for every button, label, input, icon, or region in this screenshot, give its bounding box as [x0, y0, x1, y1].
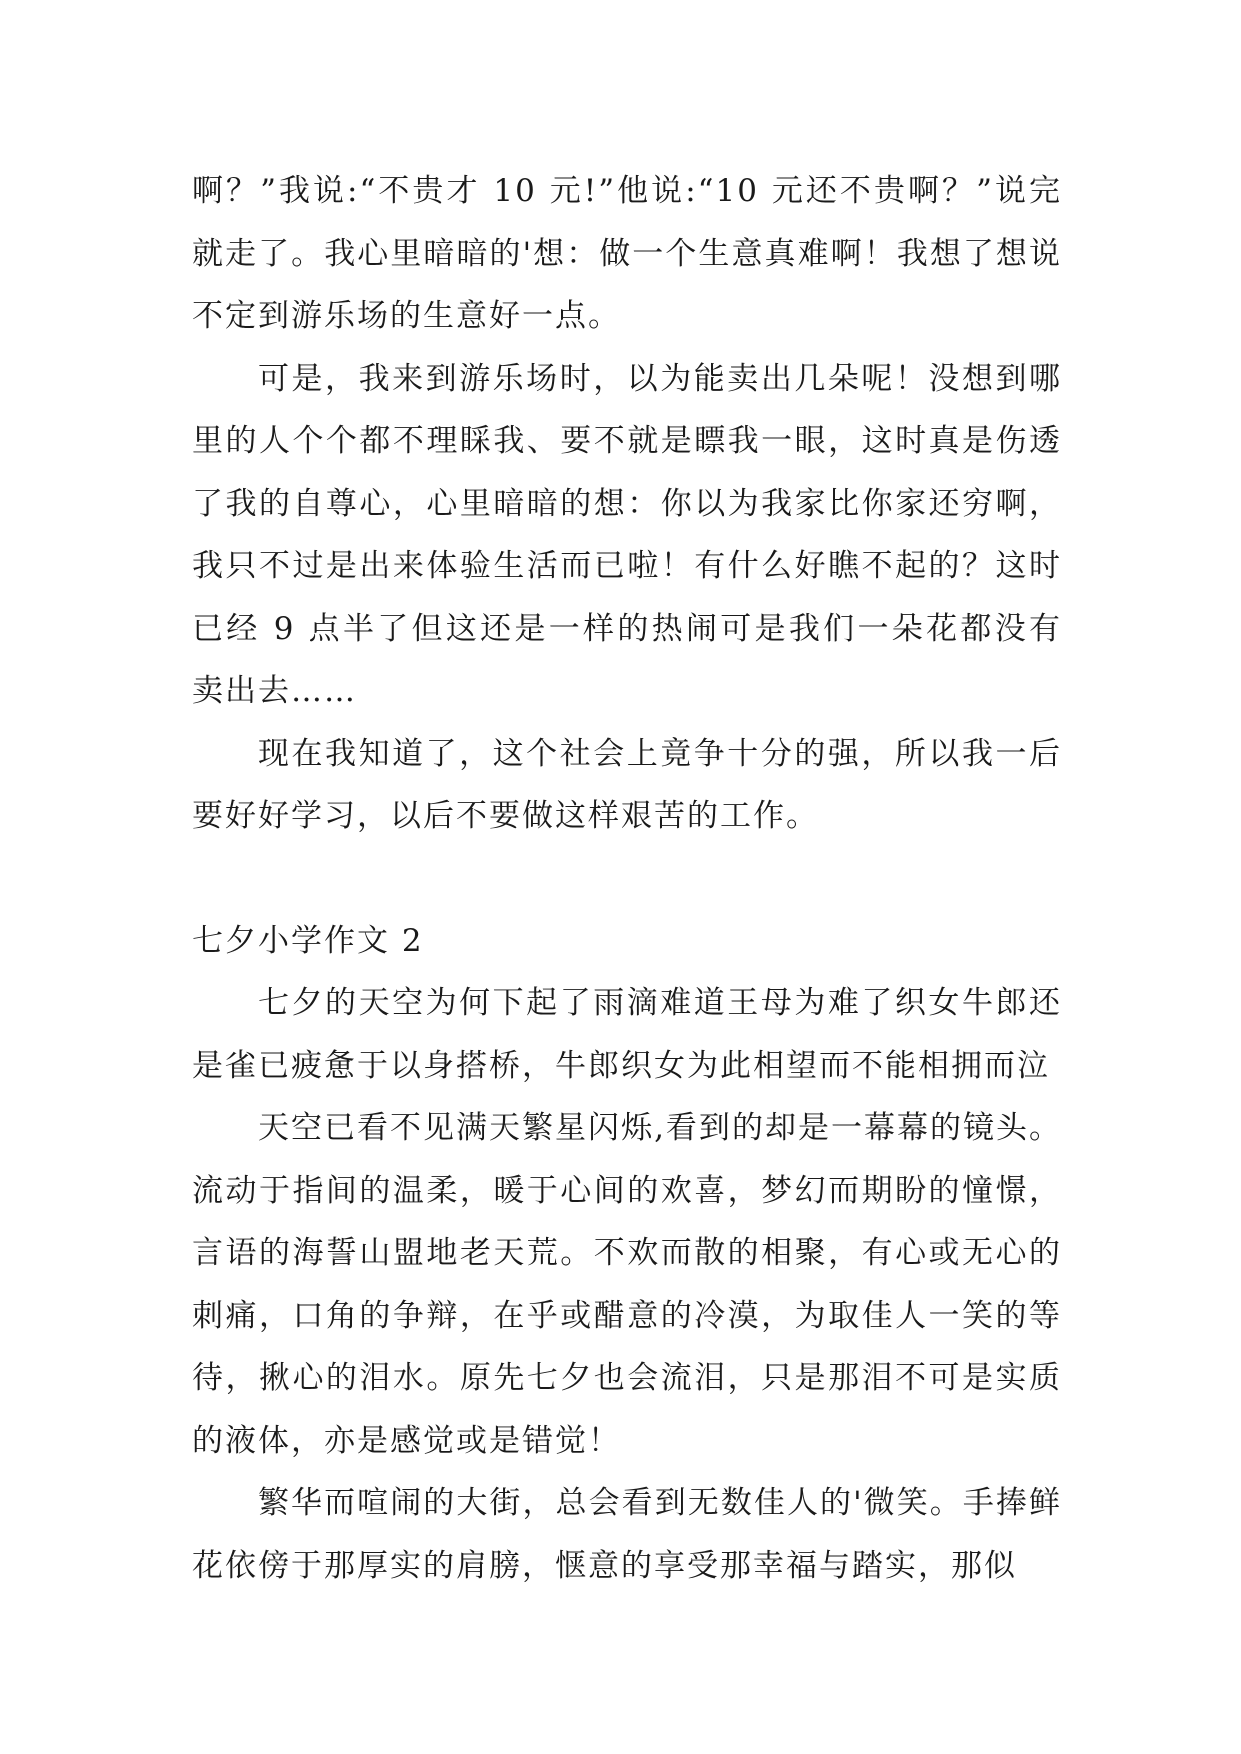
- paragraph-conclusion: 现在我知道了，这个社会上竟争十分的强，所以我一后要好好学习，以后不要做这样艰苦的工作。: [192, 735, 1062, 834]
- paragraph-scenes: 天空已看不见满天繁星闪烁,看到的却是一幕幕的镜头。流动于指间的温柔，暖于心间的欢喜，梦幻而期盼的憧憬，言语的海誓山盟地老天荒。不欢而散的相聚，有心或无心的刺痛，口角的争辩，在乎或醋意的冷漠，为取佳人一笑的等待，揪心的泪水。原先七夕也会流泪，只是那泪不可是实质的液体，亦是感觉或是错觉！: [192, 1110, 1062, 1459]
- continued-paragraph: 啊？”我说:“不贵才 10 元!”他说:“10 元还不贵啊？”说完就走了。我心里暗暗的'想：做一个生意真难啊！我想了想说不定到游乐场的生意好一点。: [192, 173, 1062, 334]
- document-body: [192, 160, 1062, 1597]
- paragraph-qixi-sky: 七夕的天空为何下起了雨滴难道王母为难了织女牛郎还是雀已疲惫于以身搭桥，牛郎织女为此相望而不能相拥而泣: [192, 985, 1062, 1084]
- paragraph-amusement-park: 可是，我来到游乐场时，以为能卖出几朵呢！没想到哪里的人个个都不理睬我、要不就是瞟我一眼，这时真是伤透了我的自尊心，心里暗暗的想：你以为我家比你家还穷啊，我只不过是出来体验生活而已啦！有什么好瞧不起的？这时已经 9 点半了但这还是一样的热闹可是我们一朵花都没有卖出去……: [192, 360, 1062, 709]
- section-spacer: [192, 848, 1062, 910]
- paragraph-street: 繁华而喧闹的大街，总会看到无数佳人的'微笑。手捧鲜花依傍于那厚实的肩膀，惬意的享受那幸福与踏实，那似: [192, 1485, 1062, 1584]
- section-title: 七夕小学作文 2: [192, 922, 424, 959]
